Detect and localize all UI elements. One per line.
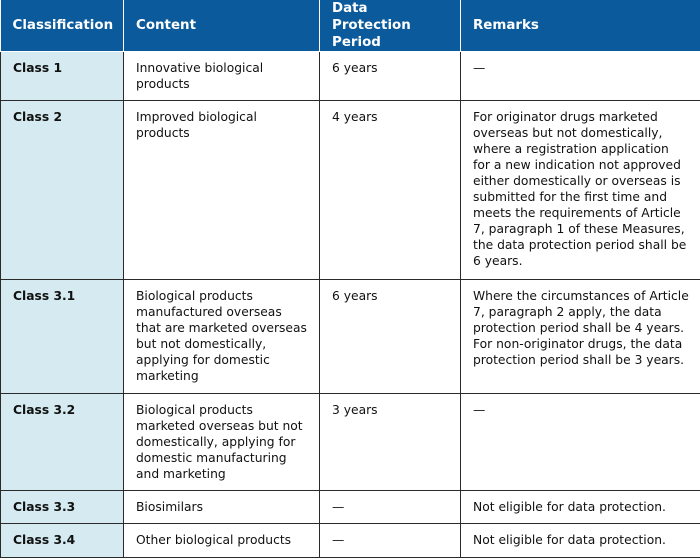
- table-row: [1, 524, 700, 558]
- table-row: [1, 101, 700, 280]
- table-row: [1, 52, 700, 101]
- period-cell: 3 years: [320, 394, 461, 491]
- table-body: [1, 52, 700, 558]
- table-header: [1, 0, 700, 52]
- header-data-protection-period: Data Protection Period: [320, 0, 461, 52]
- classification-cell: Class 2: [1, 101, 124, 280]
- remarks-cell: Not eligible for data protection.: [461, 524, 700, 558]
- period-cell: 6 years: [320, 52, 461, 101]
- content-cell: Biological products manufactured overseas that are marketed overseas but not domestically, applying for domestic marketing: [124, 280, 320, 394]
- content-cell: Biosimilars: [124, 491, 320, 524]
- content-cell: Improved biological products: [124, 101, 320, 280]
- table-row: [1, 491, 700, 524]
- classification-cell: Class 3.2: [1, 394, 124, 491]
- header-remarks: Remarks: [461, 0, 700, 52]
- remarks-cell: —: [461, 52, 700, 101]
- remarks-cell: Not eligible for data protection.: [461, 491, 700, 524]
- period-cell: —: [320, 524, 461, 558]
- classification-cell: Class 1: [1, 52, 124, 101]
- header-row: [1, 0, 700, 52]
- classification-cell: Class 3.1: [1, 280, 124, 394]
- table-row: [1, 280, 700, 394]
- period-cell: —: [320, 491, 461, 524]
- classification-cell: Class 3.3: [1, 491, 124, 524]
- remarks-cell: Where the circumstances of Article 7, paragraph 2 apply, the data protection period shall be 4 years. For non-originator drugs, the data protection period shall be 3 years.: [461, 280, 700, 394]
- header-classification: Classification: [1, 0, 124, 52]
- period-cell: 6 years: [320, 280, 461, 394]
- content-cell: Innovative biological products: [124, 52, 320, 101]
- table-row: [1, 394, 700, 491]
- remarks-cell: For originator drugs marketed overseas but not domestically, where a registration application for a new indication not approved either domestically or overseas is submitted for the first time and meets the requirements of Article 7, paragraph 1 of these Measures, the data protection period shall be 6 years.: [461, 101, 700, 280]
- header-content: Content: [124, 0, 320, 52]
- classification-cell: Class 3.4: [1, 524, 124, 558]
- remarks-cell: —: [461, 394, 700, 491]
- period-cell: 4 years: [320, 101, 461, 280]
- content-cell: Other biological products: [124, 524, 320, 558]
- content-cell: Biological products marketed overseas but not domestically, applying for domestic manufacturing and marketing: [124, 394, 320, 491]
